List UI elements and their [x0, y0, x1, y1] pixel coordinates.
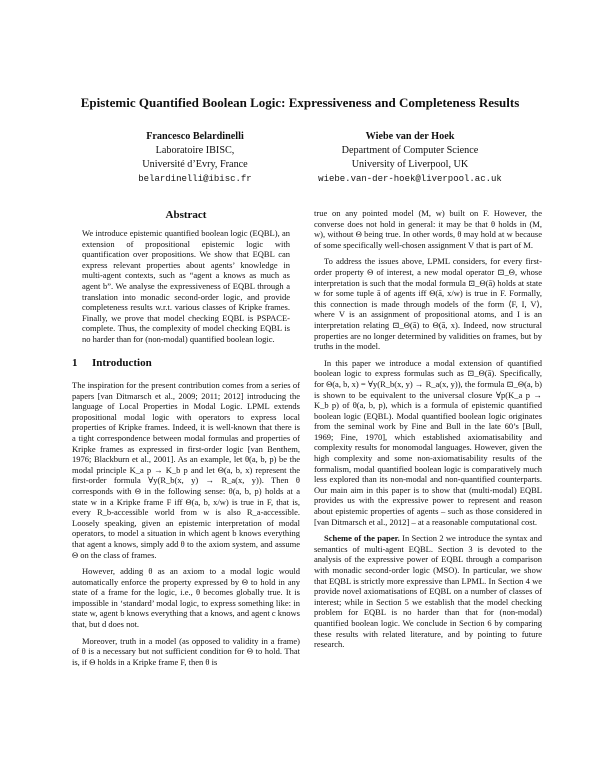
- paper-title: Epistemic Quantified Boolean Logic: Expressiveness and Completeness Results: [80, 95, 520, 110]
- paragraph: Moreover, truth in a model (as opposed to validity in a frame) of θ is a necessary but not sufficient condition for Θ to hold. That is, if Θ holds in a Kripke frame F, then θ is: [72, 635, 300, 667]
- author-affiliation: Laboratoire IBISC,: [155, 145, 235, 156]
- author-institution: Université d’Evry, France: [142, 159, 248, 170]
- author-name: Francesco Belardinelli: [146, 131, 244, 142]
- author-name: Wiebe van der Hoek: [365, 131, 455, 142]
- author-institution: University of Liverpool, UK: [351, 159, 469, 170]
- author-affiliation: Department of Computer Science: [341, 145, 479, 156]
- abstract-heading: Abstract: [165, 209, 207, 221]
- paragraph: To address the issues above, LPML considers, for every first-order property Θ of interest, a new modal operator ⊡_Θ, whose interpretation is such that the modal formula ⊡_Θ(ā) holds at state w for some tuple ā of agents iff Θ(ā, x/w) is true in F. Formally, this connection is made through models of the form ⟨F, I, V⟩, where V is an assignment of propositional atoms, and I is an interpretation relating ⊡_Θ(ā) to Θ(ā, x). Indeed, now structural properties are no longer determined by validities on frames, but by truths in the model.: [314, 256, 542, 352]
- scheme-paragraph: [314, 533, 542, 650]
- paragraph: However, adding θ as an axiom to a modal logic would automatically enforce the property expressed by Θ to hold in any state of a frame for the logic, i.e., θ becomes globally true. It is impossible in ‘standard’ modal logic, to express something like: in state w, agent b knows everything that a knows, and agent c knows that, but d does not.: [72, 566, 300, 630]
- author-block-1: [90, 130, 300, 186]
- paragraph: The inspiration for the present contribution comes from a series of papers [van Ditmarsch et al., 2009; 2011; 2012] introducing the language of Local Properties in Modal Logic. LPML extends propositional modal logic with operators to express local properties of Kripke frames. Indeed, it is well-known that there is a tight correspondence between modal formulas and properties of Kripke frames as expressed in first-order logic [van Benthem, 1976; Blackburn et al., 2001]. As an example, let θ(a, b, p) be the modal principle K_a p → K_b p and let Θ(a, b, x) represent the first-order formula ∀y(R_b(x, y) → R_a(x, y)). Then θ corresponds with Θ in the following sense: θ(a, b, p) holds at a state w in a Kripke frame F iff Θ(a, b, x/w) is true in F, that is, every R_b-accessible world from w is also R_a-accessible. Loosely speaking, given an epistemic interpretation of modal operators, to model a situation in which agent b knows everything that agent a knows, simply add θ to the axiom system, and assume Θ on the class of frames.: [72, 380, 300, 560]
- author-email: wiebe.van-der-hoek@liverpool.ac.uk: [318, 174, 502, 184]
- author-email: belardinelli@ibisc.fr: [138, 174, 252, 184]
- scheme-heading: Scheme of the paper.: [324, 533, 400, 544]
- paragraph: true on any pointed model (M, w) built on F. However, the converse does not hold in general: it may be that θ holds in (M, w), without Θ being true. In other words, θ may hold at w because of some specifically well-chosen assignment V that is part of M.: [314, 208, 542, 250]
- section-number: 1: [72, 357, 78, 369]
- right-column: [314, 208, 542, 656]
- section-heading: [72, 357, 152, 369]
- paragraph: In this paper we introduce a modal extension of quantified boolean logic to express formulas such as ⊡_Θ(ā). Specifically, for Θ(a, b, x) = ∀y(R_b(x, y) → R_a(x, y)), the formula ⊡_Θ(a, b) is shown to be equivalent to the universal closure ∀p(K_a p → K_b p) of θ(a, b, p), which is a formula of epistemic quantified boolean logic (EQBL). Modal quantified boolean logic originates from the seminal work by Fine and Bull in the late 60’s [Bull, 1969; Fine, 1970], which established axiomatisability and complexity results for monomodal languages. However, given the high complexity and some non-axiomatisability results of the formalism, modal quantified boolean logic is comparatively much less explored than its non-modal and non-quantified counterparts. Our main aim in this paper is to show that (multi-modal) EQBL provides us with the expressive power to represent and reason about epistemic properties of agents – such as those considered in [van Ditmarsch et al., 2012] – at a reasonable computational cost.: [314, 357, 542, 527]
- author-block-2: [305, 130, 515, 186]
- left-column: [72, 380, 300, 673]
- scheme-text: In Section 2 we introduce the syntax and semantics of multi-agent EQBL. Section 3 is devoted to the analysis of the expressive power of EQBL through a comparison with monadic second-order logic (MSO). In particular, we show that EQBL is strictly more expressive than LPML. In Section 4 we provide novel axiomatisations of EQBL on a number of classes of interest; while in Section 5 we establish that the model checking problem for EQBL is no harder than that for (non-modal) quantified boolean logic. We conclude in Section 6 by comparing these results with related literature, and by pointing to future research.: [314, 533, 543, 650]
- section-title: Introduction: [92, 357, 152, 369]
- abstract-text: We introduce epistemic quantified boolean logic (EQBL), an extension of propositional epistemic logic with quantification over propositions. We show that EQBL can express relevant properties about agents’ knowledge in multi-agent contexts, such as “agent a knows as much as agent b”. We analyse the expressiveness of EQBL through a translation into monadic second-order logic, and provide completeness results w.r.t. various classes of Kripke frames. Finally, we prove that model checking EQBL is PSPACE-complete. Thus, the complexity of model checking EQBL is no harder than for (non-modal) quantified boolean logic.: [82, 228, 290, 344]
- abstract-body: [82, 228, 290, 351]
